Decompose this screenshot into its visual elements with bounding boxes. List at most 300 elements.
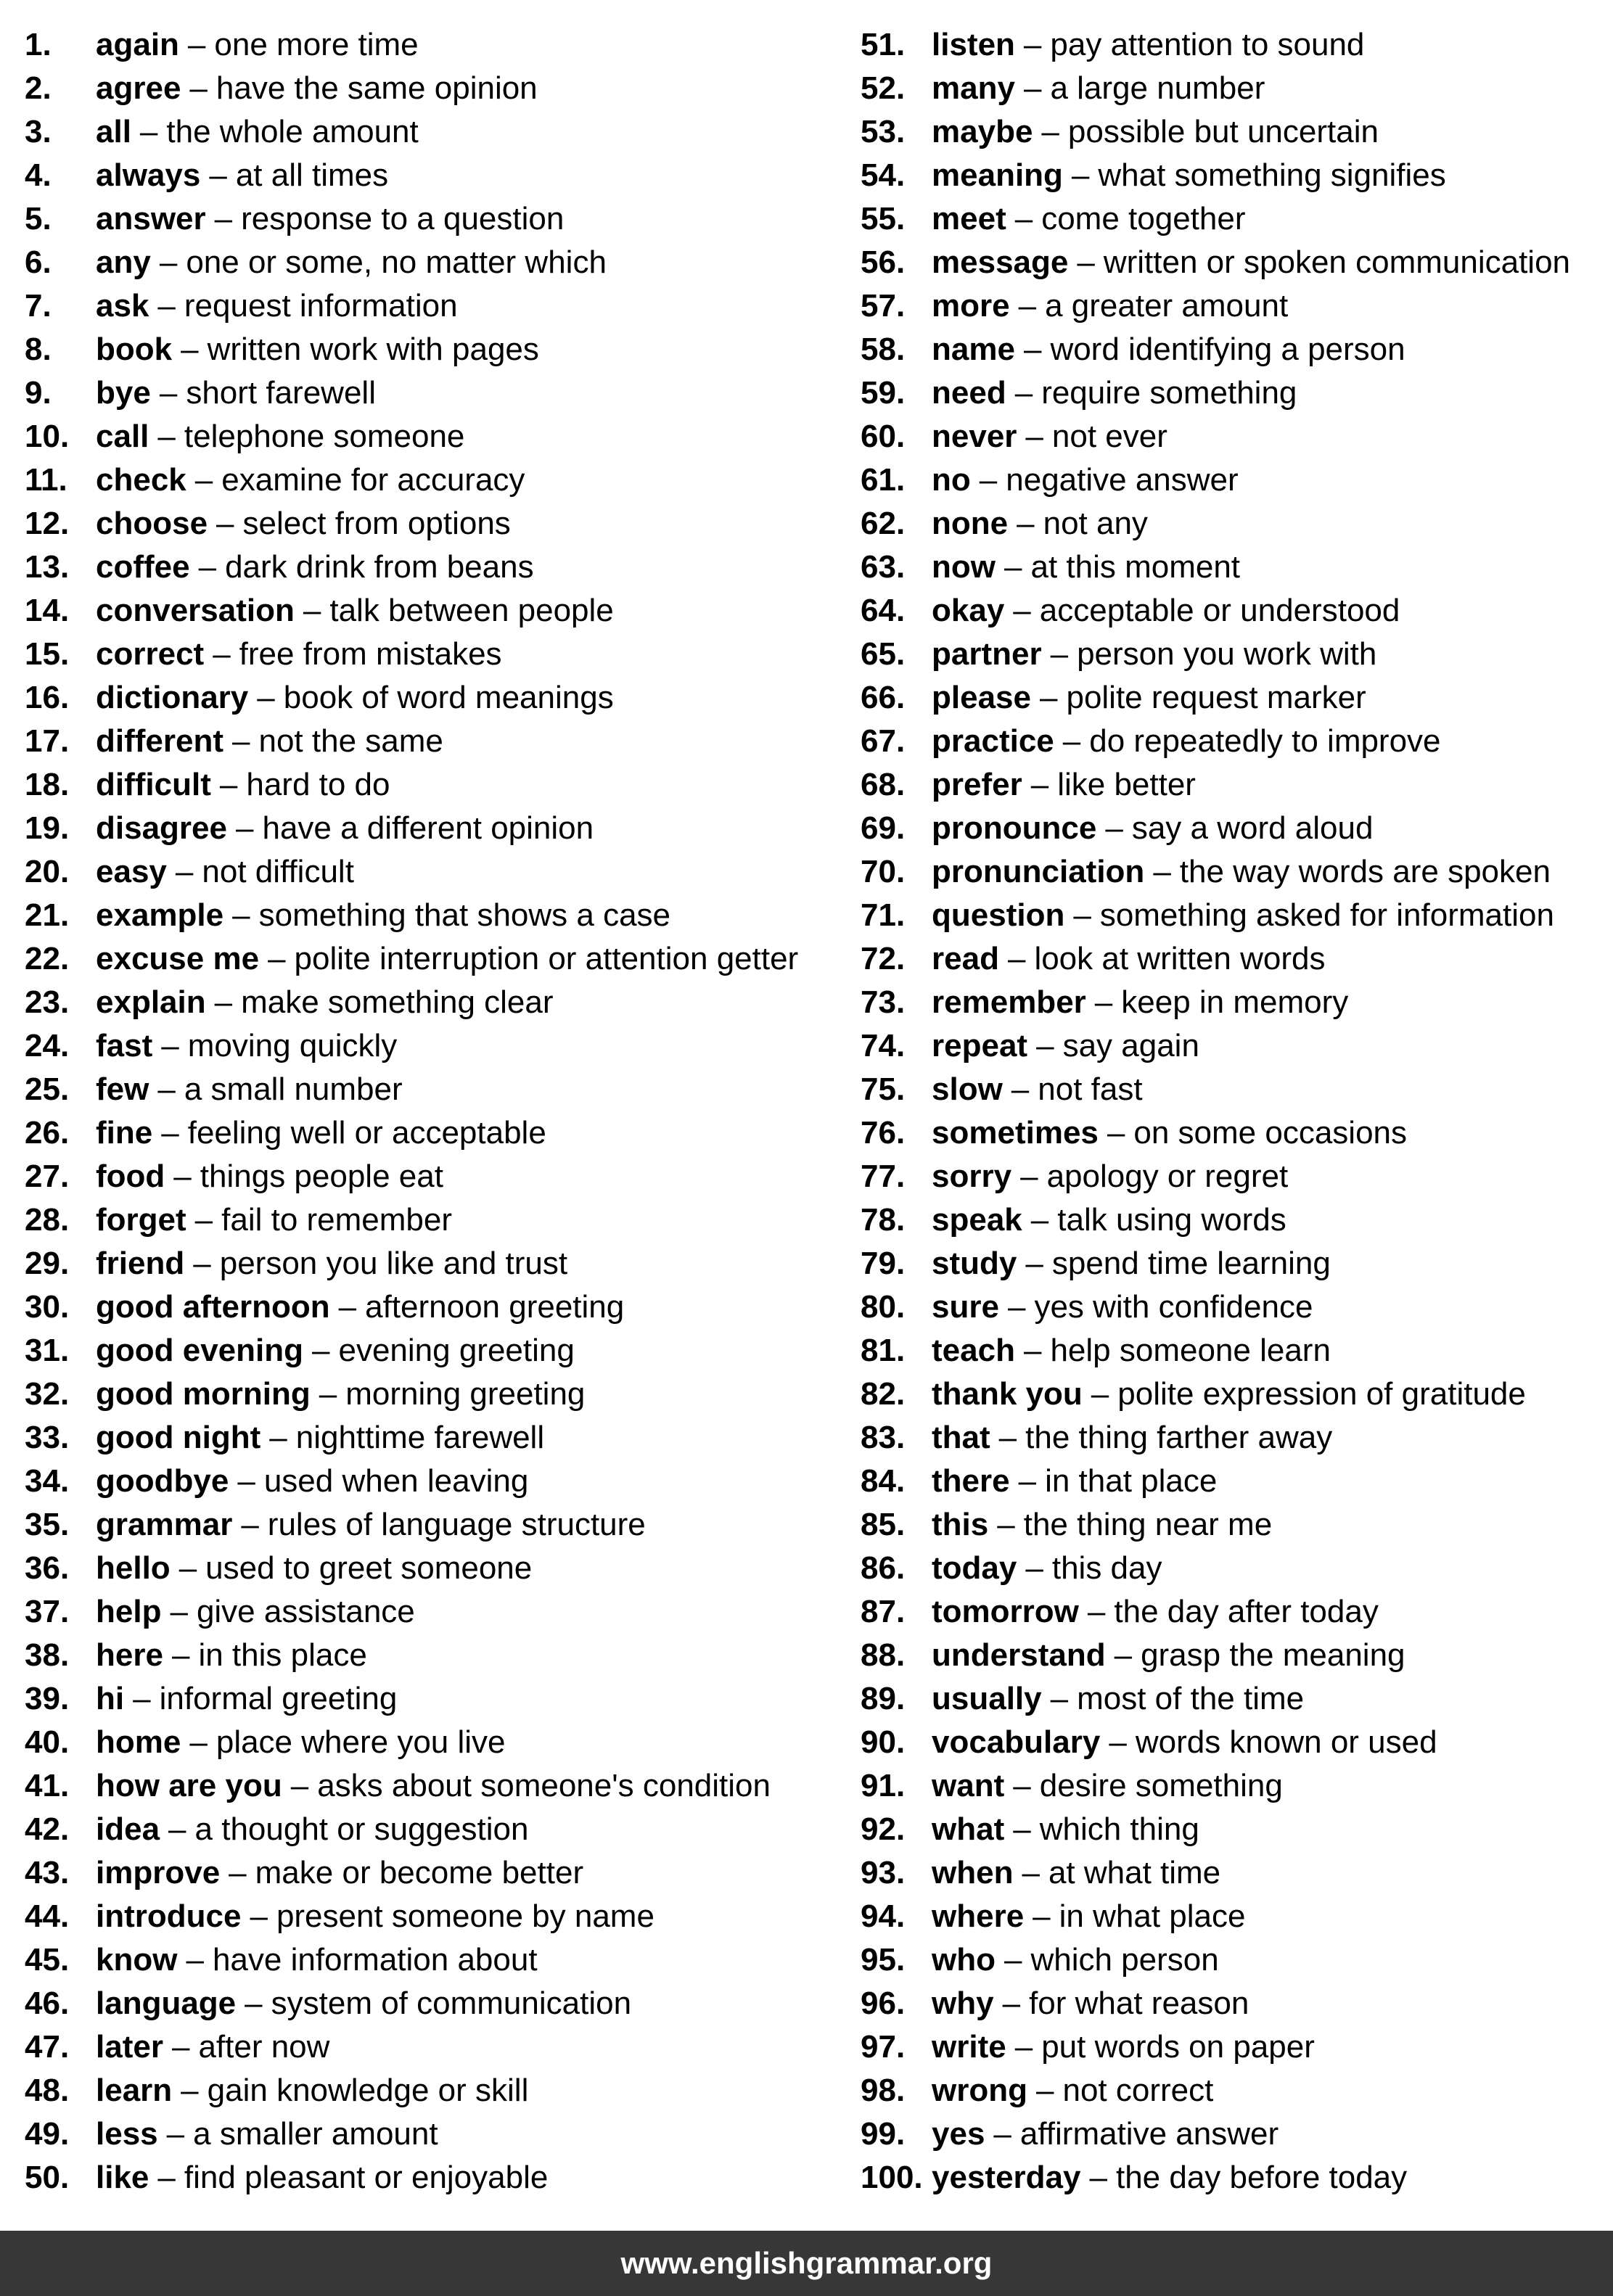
vocabulary-entry [861, 23, 1608, 67]
vocabulary-entry [25, 1155, 830, 1198]
vocabulary-entry [25, 1721, 830, 1764]
entry-separator: – [1107, 1115, 1125, 1151]
vocabulary-entry [861, 850, 1608, 894]
entry-number: 36. [25, 1550, 70, 1586]
entry-word: write [932, 2029, 1006, 2065]
entry-word: pronounce [932, 810, 1097, 846]
vocabulary-entry [25, 1068, 830, 1111]
entry-word: good afternoon [96, 1289, 330, 1325]
entry-definition: on some occasions [1133, 1115, 1408, 1151]
vocabulary-entry [25, 981, 830, 1024]
vocabulary-entry [861, 720, 1608, 763]
vocabulary-entry [25, 763, 830, 807]
entry-word: remember [932, 984, 1086, 1020]
entry-separator: – [175, 854, 194, 889]
entry-definition: things people eat [200, 1159, 443, 1194]
vocabulary-entry [861, 1634, 1608, 1677]
entry-word: here [96, 1637, 163, 1673]
entry-word: good evening [96, 1333, 303, 1368]
entry-number: 40. [25, 1724, 70, 1760]
entry-separator: – [1094, 984, 1113, 1020]
entry-definition: something that shows a case [258, 897, 671, 933]
entry-separator: – [1018, 1463, 1037, 1499]
vocabulary-entry [861, 1285, 1608, 1329]
entry-separator: – [159, 244, 178, 280]
entry-definition: written or spoken communication [1103, 244, 1571, 280]
entry-separator: – [1014, 2029, 1033, 2065]
entry-number: 64. [861, 593, 906, 628]
entry-separator: – [1013, 593, 1031, 628]
entry-word: disagree [96, 810, 227, 846]
footer-website-url[interactable]: www.englishgrammar.org [620, 2246, 993, 2280]
entry-number: 5. [25, 201, 52, 236]
entry-word: forget [96, 1202, 186, 1238]
entry-number: 11. [25, 462, 67, 498]
entry-separator: – [993, 2116, 1011, 2152]
entry-separator: – [998, 1420, 1017, 1455]
vocabulary-entry [861, 1416, 1608, 1460]
entry-separator: – [161, 1115, 179, 1151]
entry-definition: yes with confidence [1034, 1289, 1313, 1325]
entry-definition: require something [1041, 375, 1297, 411]
entry-number: 37. [25, 1594, 70, 1629]
entry-separator: – [1041, 114, 1059, 149]
entry-separator: – [1091, 1376, 1109, 1412]
entry-word: know [96, 1942, 178, 1978]
entry-number: 1. [25, 27, 52, 62]
entry-word: example [96, 897, 224, 933]
entry-number: 75. [861, 1071, 906, 1107]
entry-word: language [96, 1986, 237, 2021]
vocabulary-entry [861, 1024, 1608, 1068]
entry-number: 100. [861, 2160, 923, 2195]
entry-separator: – [157, 2160, 176, 2195]
entry-definition: after now [198, 2029, 330, 2065]
entry-separator: – [1023, 70, 1042, 106]
entry-definition: the whole amount [166, 114, 419, 149]
entry-number: 80. [861, 1289, 906, 1325]
entry-definition: for what reason [1029, 1986, 1249, 2021]
entry-separator: – [232, 897, 250, 933]
vocabulary-entry [25, 2112, 830, 2156]
vocabulary-entry [25, 371, 830, 415]
entry-definition: look at written words [1034, 941, 1326, 976]
entry-definition: informal greeting [159, 1681, 398, 1716]
entry-word: repeat [932, 1028, 1028, 1063]
entry-definition: response to a question [241, 201, 565, 236]
entry-separator: – [1013, 1811, 1031, 1847]
entry-word: slow [932, 1071, 1003, 1107]
entry-number: 67. [861, 723, 906, 759]
entry-definition: polite interruption or attention getter [294, 941, 799, 976]
entry-separator: – [997, 1507, 1015, 1542]
entry-definition: short farewell [186, 375, 376, 411]
entry-separator: – [1022, 1855, 1040, 1890]
entry-number: 16. [25, 680, 70, 715]
entry-definition: have a different opinion [262, 810, 594, 846]
entry-word: improve [96, 1855, 221, 1890]
entry-separator: – [1089, 2160, 1107, 2195]
entry-separator: – [187, 27, 206, 62]
entry-number: 68. [861, 767, 906, 802]
entry-word: never [932, 419, 1017, 454]
entry-definition: polite request marker [1066, 680, 1366, 715]
entry-number: 82. [861, 1376, 906, 1412]
entry-definition: the thing farther away [1025, 1420, 1333, 1455]
entry-number: 43. [25, 1855, 70, 1890]
entry-word: understand [932, 1637, 1106, 1673]
entry-separator: – [198, 549, 217, 585]
entry-number: 74. [861, 1028, 906, 1063]
vocabulary-column-right [861, 23, 1608, 2200]
entry-separator: – [189, 70, 208, 106]
entry-definition: at all times [235, 157, 389, 193]
entry-definition: a large number [1050, 70, 1265, 106]
entry-word: sorry [932, 1159, 1012, 1194]
entry-word: like [96, 2160, 149, 2195]
entry-separator: – [979, 462, 998, 498]
entry-word: more [932, 288, 1010, 324]
entry-separator: – [166, 2116, 185, 2152]
entry-word: thank you [932, 1376, 1083, 1412]
entry-definition: at what time [1048, 1855, 1221, 1890]
entry-number: 9. [25, 375, 52, 411]
entry-separator: – [1017, 506, 1035, 541]
entry-word: wrong [932, 2073, 1027, 2108]
vocabulary-entry [861, 1242, 1608, 1285]
entry-number: 33. [25, 1420, 70, 1455]
vocabulary-entry [25, 415, 830, 458]
entry-number: 22. [25, 941, 70, 976]
vocabulary-entry [25, 633, 830, 676]
entry-separator: – [1050, 636, 1069, 672]
vocabulary-entry [861, 110, 1608, 154]
vocabulary-entry [25, 546, 830, 589]
entry-word: now [932, 549, 996, 585]
entry-definition: not ever [1051, 419, 1167, 454]
entry-separator: – [214, 201, 233, 236]
vocabulary-entry [861, 807, 1608, 850]
entry-separator: – [1025, 1550, 1043, 1586]
entry-definition: in that place [1045, 1463, 1218, 1499]
vocabulary-entry [25, 1808, 830, 1851]
entry-definition: the way words are spoken [1179, 854, 1551, 889]
entry-word: check [96, 462, 186, 498]
entry-separator: – [1030, 1202, 1049, 1238]
entry-separator: – [133, 1681, 151, 1716]
entry-word: idea [96, 1811, 160, 1847]
entry-number: 79. [861, 1246, 906, 1281]
vocabulary-entry [25, 458, 830, 502]
entry-number: 47. [25, 2029, 70, 2065]
vocabulary-entry [25, 1416, 830, 1460]
vocabulary-entry [25, 1329, 830, 1373]
entry-separator: – [157, 288, 176, 324]
entry-word: agree [96, 70, 181, 106]
vocabulary-entry [861, 1982, 1608, 2025]
vocabulary-entry [25, 1764, 830, 1808]
entry-number: 18. [25, 767, 70, 802]
vocabulary-entry [25, 328, 830, 371]
vocabulary-entry [861, 1808, 1608, 1851]
entry-definition: select from options [242, 506, 511, 541]
entry-definition: polite expression of gratitude [1117, 1376, 1526, 1412]
entry-number: 50. [25, 2160, 70, 2195]
vocabulary-entry [25, 1634, 830, 1677]
entry-word: choose [96, 506, 208, 541]
entry-definition: which thing [1039, 1811, 1199, 1847]
vocabulary-entry [861, 937, 1608, 981]
vocabulary-entry [861, 589, 1608, 633]
entry-definition: not correct [1062, 2073, 1214, 2108]
vocabulary-entry [25, 589, 830, 633]
entry-number: 96. [861, 1986, 906, 2021]
entry-definition: word identifying a person [1050, 332, 1405, 367]
entry-number: 6. [25, 244, 52, 280]
entry-number: 87. [861, 1594, 906, 1629]
vocabulary-entry [861, 284, 1608, 328]
entry-separator: – [1073, 897, 1091, 933]
vocabulary-entry [25, 502, 830, 546]
vocabulary-entry [25, 1938, 830, 1982]
vocabulary-column-left [25, 23, 830, 2200]
entry-word: who [932, 1942, 996, 1978]
entry-number: 57. [861, 288, 906, 324]
vocabulary-entry [25, 1503, 830, 1547]
vocabulary-entry [861, 415, 1608, 458]
entry-word: coffee [96, 549, 190, 585]
vocabulary-entry [861, 1329, 1608, 1373]
entry-separator: – [189, 1724, 208, 1760]
entry-separator: – [1039, 680, 1058, 715]
entry-word: hi [96, 1681, 125, 1716]
entry-separator: – [1011, 1071, 1030, 1107]
entry-word: bye [96, 375, 151, 411]
entry-definition: say again [1062, 1028, 1199, 1063]
entry-definition: give assistance [196, 1594, 415, 1629]
entry-word: study [932, 1246, 1017, 1281]
entry-separator: – [250, 1898, 268, 1934]
entry-definition: present someone by name [276, 1898, 654, 1934]
entry-separator: – [178, 1550, 197, 1586]
entry-separator: – [232, 723, 250, 759]
vocabulary-entry [861, 1503, 1608, 1547]
entry-number: 89. [861, 1681, 906, 1716]
entry-number: 3. [25, 114, 52, 149]
vocabulary-entry [861, 458, 1608, 502]
entry-definition: fail to remember [221, 1202, 453, 1238]
vocabulary-entry [861, 633, 1608, 676]
entry-separator: – [194, 462, 213, 498]
entry-word: correct [96, 636, 205, 672]
vocabulary-entry [25, 241, 830, 284]
entry-number: 78. [861, 1202, 906, 1238]
vocabulary-entry [25, 1851, 830, 1895]
entry-word: good night [96, 1420, 261, 1455]
entry-number: 54. [861, 157, 906, 193]
entry-definition: come together [1041, 201, 1246, 236]
entry-word: how are you [96, 1768, 282, 1803]
entry-definition: say a word aloud [1131, 810, 1374, 846]
vocabulary-entry [25, 110, 830, 154]
entry-definition: words known or used [1135, 1724, 1437, 1760]
entry-separator: – [186, 1942, 204, 1978]
entry-separator: – [173, 1159, 192, 1194]
entry-separator: – [181, 2073, 199, 2108]
entry-number: 35. [25, 1507, 70, 1542]
entry-word: want [932, 1768, 1005, 1803]
vocabulary-entry [861, 1590, 1608, 1634]
vocabulary-entry [861, 546, 1608, 589]
entry-word: help [96, 1594, 162, 1629]
entry-definition: afternoon greeting [365, 1289, 625, 1325]
entry-word: speak [932, 1202, 1022, 1238]
vocabulary-entry [25, 1198, 830, 1242]
entry-number: 10. [25, 419, 70, 454]
entry-word: practice [932, 723, 1054, 759]
entry-number: 25. [25, 1071, 70, 1107]
entry-word: later [96, 2029, 163, 2065]
entry-word: explain [96, 984, 206, 1020]
entry-definition: grasp the meaning [1141, 1637, 1405, 1673]
entry-word: conversation [96, 593, 295, 628]
entry-separator: – [214, 984, 233, 1020]
entry-word: meaning [932, 157, 1063, 193]
entry-number: 88. [861, 1637, 906, 1673]
entry-separator: – [161, 1028, 179, 1063]
entry-word: book [96, 332, 173, 367]
entry-word: grammar [96, 1507, 233, 1542]
entry-definition: not the same [258, 723, 443, 759]
vocabulary-entry [25, 894, 830, 937]
entry-definition: talk using words [1057, 1202, 1286, 1238]
entry-separator: – [1033, 1898, 1051, 1934]
entry-word: goodbye [96, 1463, 229, 1499]
vocabulary-entry [861, 1938, 1608, 1982]
entry-separator: – [241, 1507, 259, 1542]
entry-separator: – [1002, 1986, 1021, 2021]
entry-number: 72. [861, 941, 906, 976]
entry-definition: system of communication [271, 1986, 632, 2021]
vocabulary-entry [861, 763, 1608, 807]
entry-definition: in this place [198, 1637, 367, 1673]
entry-number: 8. [25, 332, 52, 367]
entry-definition: have information about [212, 1942, 538, 1978]
entry-definition: evening greeting [338, 1333, 575, 1368]
entry-word: need [932, 375, 1006, 411]
entry-word: few [96, 1071, 149, 1107]
entry-separator: – [1087, 1594, 1106, 1629]
entry-word: where [932, 1898, 1025, 1934]
entry-word: there [932, 1463, 1010, 1499]
entry-definition: the day after today [1114, 1594, 1379, 1629]
entry-number: 81. [861, 1333, 906, 1368]
entry-separator: – [1014, 201, 1033, 236]
entry-word: pronunciation [932, 854, 1145, 889]
entry-separator: – [268, 941, 286, 976]
entry-definition: not fast [1038, 1071, 1143, 1107]
entry-definition: dark drink from beans [225, 549, 534, 585]
entry-number: 95. [861, 1942, 906, 1978]
entry-definition: something asked for information [1099, 897, 1554, 933]
entry-word: yes [932, 2116, 985, 2152]
entry-definition: pay attention to sound [1050, 27, 1365, 62]
entry-definition: gain knowledge or skill [207, 2073, 529, 2108]
entry-separator: – [1077, 244, 1095, 280]
entry-separator: – [312, 1333, 330, 1368]
entry-number: 91. [861, 1768, 906, 1803]
entry-number: 98. [861, 2073, 906, 2108]
entry-number: 27. [25, 1159, 70, 1194]
vocabulary-entry [861, 241, 1608, 284]
entry-word: okay [932, 593, 1005, 628]
entry-number: 34. [25, 1463, 70, 1499]
vocabulary-entry [861, 1677, 1608, 1721]
entry-number: 97. [861, 2029, 906, 2065]
entry-definition: in what place [1059, 1898, 1246, 1934]
vocabulary-entry [861, 197, 1608, 241]
entry-definition: written work with pages [207, 332, 539, 367]
vocabulary-entry [25, 807, 830, 850]
entry-separator: – [1003, 549, 1022, 585]
entry-definition: possible but uncertain [1067, 114, 1379, 149]
entry-word: tomorrow [932, 1594, 1079, 1629]
entry-number: 13. [25, 549, 70, 585]
entry-separator: – [237, 1463, 255, 1499]
entry-word: all [96, 114, 131, 149]
vocabulary-entry [25, 1547, 830, 1590]
entry-separator: – [170, 1594, 188, 1629]
entry-word: question [932, 897, 1065, 933]
entry-number: 83. [861, 1420, 906, 1455]
entry-word: always [96, 157, 201, 193]
entry-separator: – [171, 1637, 190, 1673]
entry-separator: – [1050, 1681, 1069, 1716]
entry-separator: – [1105, 810, 1123, 846]
vocabulary-entry [861, 1068, 1608, 1111]
vocabulary-entry [861, 1721, 1608, 1764]
entry-number: 77. [861, 1159, 906, 1194]
vocabulary-entry [861, 154, 1608, 197]
entry-number: 31. [25, 1333, 70, 1368]
entry-number: 14. [25, 593, 70, 628]
entry-word: no [932, 462, 971, 498]
vocabulary-entry [861, 676, 1608, 720]
entry-separator: – [1109, 1724, 1127, 1760]
entry-number: 19. [25, 810, 70, 846]
entry-definition: most of the time [1077, 1681, 1305, 1716]
vocabulary-entry [25, 1024, 830, 1068]
entry-definition: desire something [1039, 1768, 1283, 1803]
entry-definition: keep in memory [1121, 984, 1349, 1020]
entry-number: 55. [861, 201, 906, 236]
entry-separator: – [245, 1986, 263, 2021]
entry-definition: at this moment [1030, 549, 1241, 585]
entry-definition: one more time [214, 27, 419, 62]
entry-definition: moving quickly [187, 1028, 398, 1063]
entry-word: please [932, 680, 1031, 715]
vocabulary-entry [25, 676, 830, 720]
entry-number: 48. [25, 2073, 70, 2108]
entry-separator: – [194, 1202, 213, 1238]
vocabulary-entry [25, 1373, 830, 1416]
entry-separator: – [1020, 1159, 1038, 1194]
entry-number: 56. [861, 244, 906, 280]
vocabulary-entry [25, 2156, 830, 2200]
entry-definition: have the same opinion [216, 70, 538, 106]
entry-word: again [96, 27, 179, 62]
entry-number: 51. [861, 27, 906, 62]
